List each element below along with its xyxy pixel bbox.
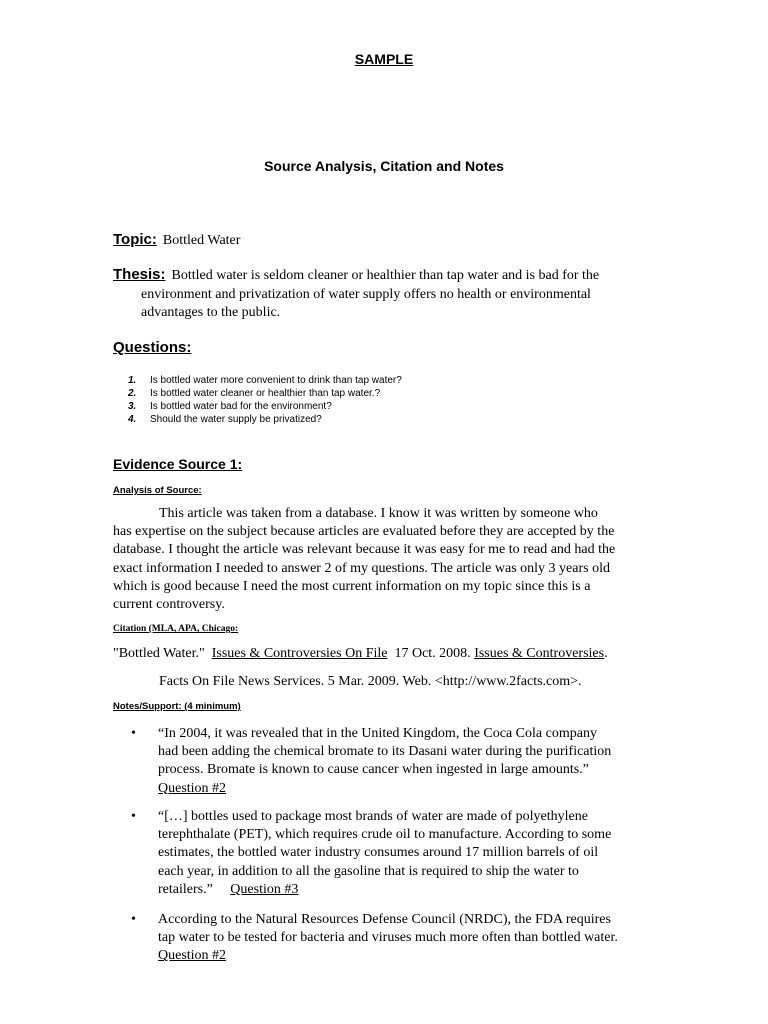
list-item xyxy=(128,413,402,426)
list-item xyxy=(113,808,633,899)
questions-list xyxy=(128,374,402,426)
question-text: Is bottled water bad for the environment? xyxy=(150,401,332,412)
note-line: “In 2004, it was revealed that in the United Kingdom, the Coca Cola company xyxy=(158,726,597,741)
citation-heading: Citation (MLA, APA, Chicago: xyxy=(113,624,239,634)
sample-heading: SAMPLE xyxy=(354,51,414,67)
evidence-heading: Evidence Source 1: xyxy=(113,456,243,472)
analysis-heading: Analysis of Source: xyxy=(113,485,202,496)
questions-heading: Questions: xyxy=(113,339,192,356)
citation-line-2: Facts On File News Services. 5 Mar. 2009. Web. <http://www.2facts.com>. xyxy=(159,674,582,689)
thesis-line-3: advantages to the public. xyxy=(141,305,281,320)
note-line: had been adding the chemical bromate to its Dasani water during the purification xyxy=(158,744,612,760)
list-item xyxy=(113,911,633,966)
note-question-tag: Question #3 xyxy=(230,881,299,897)
citation-date: 17 Oct. 2008. xyxy=(394,646,471,661)
list-item xyxy=(128,374,402,387)
list-item xyxy=(113,725,633,798)
note-line: terephthalate (PET), which requires crude oil to manufacture. According to some xyxy=(158,827,612,843)
thesis-label: Thesis: xyxy=(113,266,166,283)
list-item xyxy=(128,387,402,400)
citation-source: Issues & Controversies On File xyxy=(211,646,388,661)
note-line: estimates, the bottled water industry consumes around 17 million barrels of oil xyxy=(158,845,599,861)
citation-line-1 xyxy=(113,646,608,662)
bullet-icon: • xyxy=(131,726,136,741)
question-text: Is bottled water cleaner or healthier than tap water.? xyxy=(150,388,381,399)
note-line: “[…] bottles used to package most brands of water are made of polyethylene xyxy=(158,809,588,824)
question-number: 3. xyxy=(128,401,137,412)
topic-label: Topic: xyxy=(113,231,157,248)
page-title: Source Analysis, Citation and Notes xyxy=(264,158,504,174)
analysis-line: which is good because I need the most current information on my topic since this is a xyxy=(113,578,591,594)
note-question-tag: Question #2 xyxy=(158,948,227,964)
citation-database: Issues & Controversies xyxy=(474,646,605,661)
note-line xyxy=(158,881,633,899)
analysis-line: This article was taken from a database. I know it was written by someone who xyxy=(159,506,598,521)
bullet-icon: • xyxy=(131,809,136,824)
question-number: 1. xyxy=(128,375,137,386)
question-text: Should the water supply be privatized? xyxy=(150,414,322,425)
note-line: According to the Natural Resources Defense Council (NRDC), the FDA requires xyxy=(158,912,611,927)
bullet-icon: • xyxy=(131,912,136,927)
topic-value: Bottled Water xyxy=(162,233,241,248)
note-question-tag: Question #2 xyxy=(158,780,227,796)
analysis-paragraph xyxy=(113,505,658,614)
note-last-line: retailers.” xyxy=(158,881,213,897)
analysis-line: exact information I needed to answer 2 of my questions. The article was only 3 years old xyxy=(113,560,610,576)
question-number: 2. xyxy=(128,388,137,399)
list-item xyxy=(128,400,402,413)
citation-end: . xyxy=(604,646,608,661)
thesis-block xyxy=(113,266,653,323)
note-line: process. Bromate is known to cause cancer when ingested in large amounts.” xyxy=(158,762,589,778)
thesis-line-2: environment and privatization of water supply offers no health or environmental xyxy=(141,286,591,302)
note-line: each year, in addition to all the gasoline that is required to ship the water to xyxy=(158,863,579,879)
notes-heading: Notes/Support: (4 minimum) xyxy=(113,701,241,712)
question-number: 4. xyxy=(128,414,137,425)
analysis-line: database. I thought the article was relevant because it was easy for me to read and had the xyxy=(113,542,616,558)
note-line: tap water to be tested for bacteria and viruses much more often than bottled water. xyxy=(158,930,618,946)
analysis-line: current controversy. xyxy=(113,597,225,613)
thesis-line-1: Bottled water is seldom cleaner or healthier than tap water and is bad for the xyxy=(171,268,600,283)
analysis-line: has expertise on the subject because articles are evaluated before they are accepted by the xyxy=(113,524,615,540)
question-text: Is bottled water more convenient to drink than tap water? xyxy=(150,375,402,386)
citation-title: "Bottled Water." xyxy=(113,646,205,661)
topic-line xyxy=(113,231,240,249)
